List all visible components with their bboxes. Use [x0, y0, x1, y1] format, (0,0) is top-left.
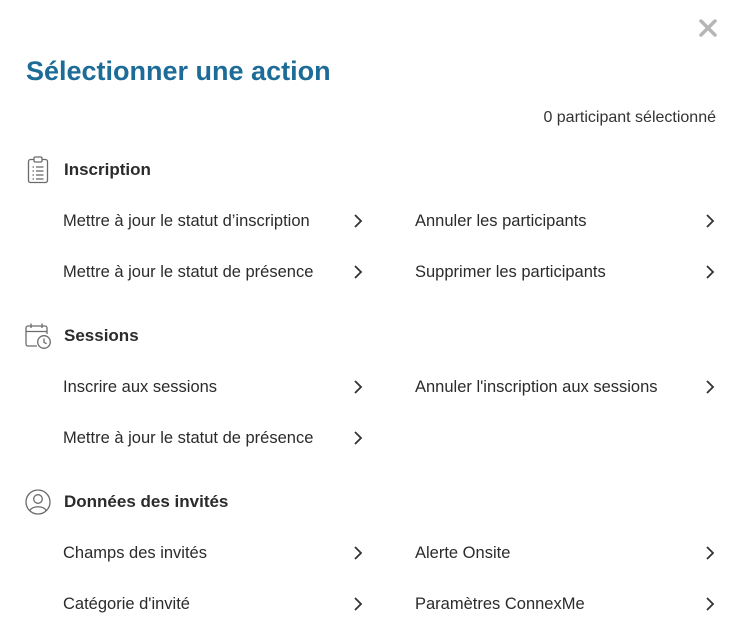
action-label: Mettre à jour le statut de présence: [63, 262, 314, 281]
section-title-inscription: Inscription: [64, 160, 151, 179]
action-label: Inscrire aux sessions: [63, 377, 218, 396]
chevron-right-icon: [705, 596, 715, 612]
chevron-right-icon: [705, 264, 715, 280]
action-label: Champs des invités: [63, 543, 207, 562]
calendar-clock-icon: [24, 322, 52, 350]
action-label: Supprimer les participants: [415, 262, 606, 281]
section-header-sessions: [24, 321, 139, 351]
chevron-right-icon: [353, 596, 363, 612]
user-circle-icon: [24, 488, 52, 516]
close-icon[interactable]: [697, 17, 719, 39]
action-label: Mettre à jour le statut de présence: [63, 428, 314, 447]
action-cancel-session-registration[interactable]: [415, 373, 715, 401]
section-header-guest-data: [24, 487, 228, 517]
action-label: Mettre à jour le statut d’inscription: [63, 211, 310, 230]
action-delete-participants[interactable]: [415, 258, 715, 286]
dialog-title: Sélectionner une action: [26, 56, 331, 86]
action-cancel-participants[interactable]: [415, 207, 715, 235]
section-header-inscription: [24, 155, 151, 185]
chevron-right-icon: [705, 545, 715, 561]
action-label: Annuler les participants: [415, 211, 587, 230]
action-update-session-attendance[interactable]: [63, 424, 363, 452]
action-label: Paramètres ConnexMe: [415, 594, 585, 613]
action-label: Catégorie d'invité: [63, 594, 190, 613]
chevron-right-icon: [705, 213, 715, 229]
chevron-right-icon: [353, 213, 363, 229]
action-label: Annuler l'inscription aux sessions: [415, 377, 658, 396]
action-update-registration-status[interactable]: [63, 207, 363, 235]
action-connexme-settings[interactable]: [415, 590, 715, 618]
chevron-right-icon: [353, 379, 363, 395]
section-title-sessions: Sessions: [64, 326, 139, 345]
chevron-right-icon: [353, 264, 363, 280]
selected-participant-count: 0 participant sélectionné: [543, 109, 716, 126]
action-update-attendance-status[interactable]: [63, 258, 363, 286]
chevron-right-icon: [353, 545, 363, 561]
action-label: Alerte Onsite: [415, 543, 511, 562]
action-register-to-sessions[interactable]: [63, 373, 363, 401]
section-title-guest-data: Données des invités: [64, 492, 229, 511]
chevron-right-icon: [705, 379, 715, 395]
chevron-right-icon: [353, 430, 363, 446]
action-onsite-alert[interactable]: [415, 539, 715, 567]
action-guest-fields[interactable]: [63, 539, 363, 567]
clipboard-icon: [24, 156, 52, 184]
action-guest-category[interactable]: [63, 590, 363, 618]
